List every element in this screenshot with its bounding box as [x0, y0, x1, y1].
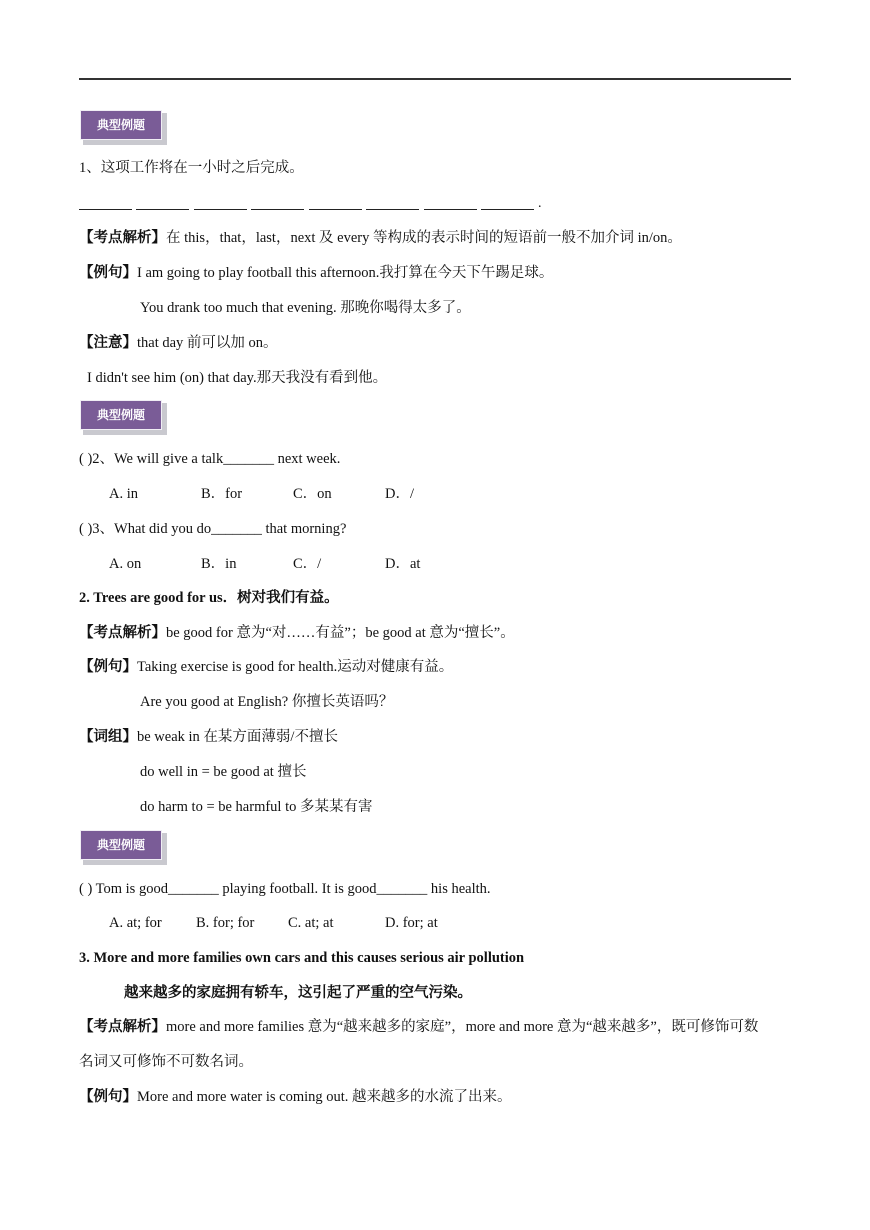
analysis-text: be good for 意为“对……有益”；be good at 意为“擅长”。 — [166, 625, 515, 641]
q1-note-example: I didn't see him (on) that day.那天我没有看到他。 — [87, 370, 388, 386]
sec3-analysis-line — [79, 1017, 758, 1037]
blank — [481, 209, 534, 210]
blank — [194, 209, 247, 210]
blank — [309, 209, 362, 210]
q2-option-d: D．/ — [385, 486, 414, 502]
badge-label: 典型例题 — [80, 110, 162, 140]
q1-analysis-line — [79, 228, 682, 248]
phrase-text: be weak in 在某方面薄弱/不擅长 — [137, 729, 338, 745]
note-text: that day 前可以加 on。 — [137, 335, 278, 351]
q1-example-line — [79, 263, 553, 283]
badge-label: 典型例题 — [80, 830, 162, 860]
q1-prompt: 1、这项工作将在一小时之后完成。 — [79, 160, 304, 176]
badge-label: 典型例题 — [80, 400, 162, 430]
q3-option-a: A. on — [109, 556, 142, 572]
q2-option-c: C．on — [293, 486, 332, 502]
sec2-analysis-line — [79, 623, 515, 643]
example-text: Taking exercise is good for health.运动对健康有益。 — [137, 659, 454, 675]
example-text: More and more water is coming out. 越来越多的水流了出来。 — [137, 1089, 512, 1105]
q1-note-line — [79, 333, 278, 353]
phrase-tag: 【词组】 — [79, 729, 137, 745]
end-mark: . — [538, 196, 542, 211]
ex2-question: ( ) Tom is good_______ playing football. It is good_______ his health. — [79, 881, 491, 897]
example-tag: 【例句】 — [79, 659, 137, 675]
analysis-tag: 【考点解析】 — [79, 625, 166, 641]
ex2-option-a: A. at; for — [109, 915, 162, 931]
analysis-text: 在 this，that，last，next 及 every 等构成的表示时间的短语前一般不加介词 in/on。 — [166, 230, 682, 246]
section-2-title: 2. Trees are good for us．树对我们有益。 — [79, 590, 339, 606]
example-tag: 【例句】 — [79, 265, 137, 281]
blank — [366, 209, 419, 210]
sec3-analysis-line-2: 名词又可修饰不可数名词。 — [79, 1054, 253, 1070]
example-badge-2 — [80, 400, 164, 432]
example-badge-1 — [80, 110, 164, 142]
q2-option-b: B．for — [201, 486, 243, 502]
sec2-phrase-line — [79, 727, 338, 747]
section-3-title: 3. More and more families own cars and this causes serious air pollution — [79, 950, 525, 966]
analysis-tag: 【考点解析】 — [79, 1019, 166, 1035]
sec2-phrase-3: do harm to = be harmful to 多某某有害 — [140, 799, 373, 815]
blank — [79, 209, 132, 210]
answer-blanks — [79, 196, 549, 210]
blank — [136, 209, 189, 210]
example-tag: 【例句】 — [79, 1089, 137, 1105]
sec3-example-line — [79, 1087, 512, 1107]
header-rule — [79, 78, 791, 80]
ex2-option-c: C. at; at — [288, 915, 334, 931]
sec2-phrase-2: do well in = be good at 擅长 — [140, 764, 307, 780]
question-3: ( )3、What did you do_______ that morning? — [79, 521, 347, 537]
example-text: I am going to play football this afternoon.我打算在今天下午踢足球。 — [137, 265, 554, 281]
q3-option-c: C．/ — [293, 556, 322, 572]
q1-example-2: You drank too much that evening. 那晚你喝得太多了。 — [140, 300, 471, 316]
q2-option-a: A. in — [109, 486, 138, 502]
ex2-option-b: B. for; for — [196, 915, 255, 931]
analysis-tag: 【考点解析】 — [79, 230, 166, 246]
blank — [424, 209, 477, 210]
example-badge-3 — [80, 830, 164, 862]
q3-option-d: D．at — [385, 556, 421, 572]
sec2-example-line — [79, 657, 453, 677]
q3-option-b: B．in — [201, 556, 237, 572]
section-3-title-cn: 越来越多的家庭拥有轿车，这引起了严重的空气污染。 — [124, 985, 472, 1001]
question-2: ( )2、We will give a talk_______ next week. — [79, 451, 341, 467]
sec2-example-2: Are you good at English? 你擅长英语吗？ — [140, 694, 394, 710]
note-tag: 【注意】 — [79, 335, 137, 351]
blank — [251, 209, 304, 210]
analysis-text: more and more families 意为“越来越多的家庭”，more and more 意为“越来越多”，既可修饰可数 — [166, 1019, 759, 1035]
ex2-option-d: D. for; at — [385, 915, 438, 931]
